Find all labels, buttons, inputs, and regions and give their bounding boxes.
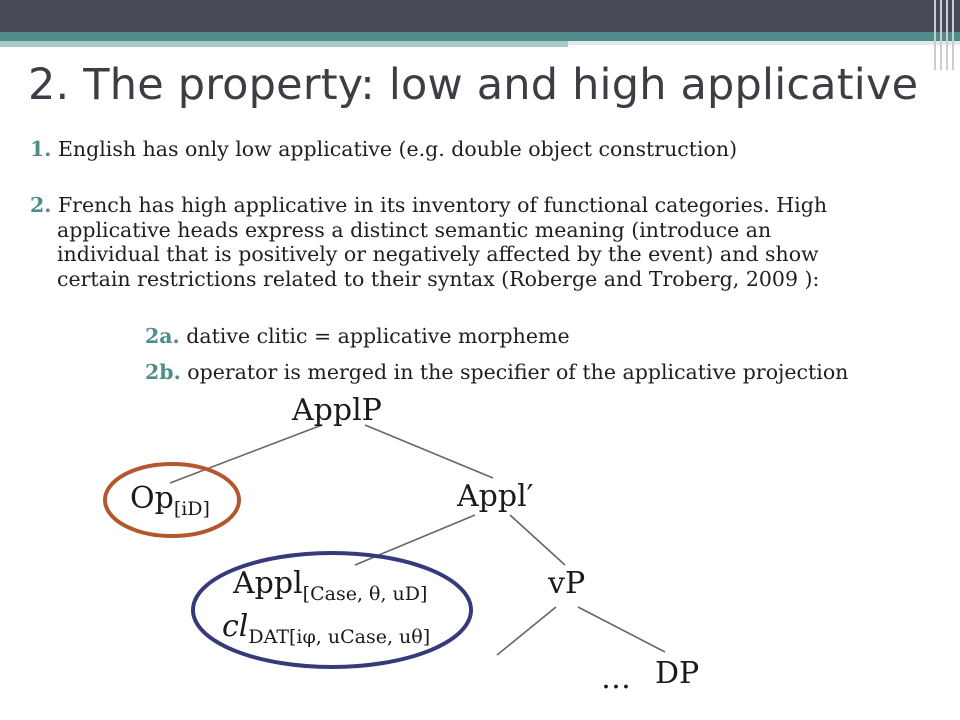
branch-applp-applbar xyxy=(365,425,493,478)
branch-vp-ellipsis xyxy=(497,607,556,655)
sub-point-2a xyxy=(145,324,570,348)
node-appl-head: Appl$_{[Case, \theta, uD]}$ xyxy=(233,566,428,605)
sub-point-2a-text: dative clitic = applicative morpheme xyxy=(186,324,570,348)
point-2-line-2: applicative heads express a distinct semantic meaning (introduce an xyxy=(57,217,772,242)
point-2-line-3: individual that is positively or negatively affected by the event) and show xyxy=(57,242,819,266)
branch-applbar-vp xyxy=(510,515,565,565)
branch-applbar-applhead xyxy=(355,515,475,565)
accent-bar xyxy=(0,32,960,41)
point-2-line-1: French has high applicative in its inventory of functional categories. High xyxy=(57,193,828,217)
syntax-tree xyxy=(0,380,960,720)
sub-point-2a-label: 2a. xyxy=(145,324,180,348)
sub-point-2b-text: operator is merged in the specifier of the applicative projection xyxy=(187,360,849,384)
point-1-number: 1. xyxy=(30,137,52,161)
node-op: $Op_{[iD]}$ xyxy=(130,481,210,520)
point-1-text: English has only low applicative (e.g. double object construction) xyxy=(57,137,738,161)
node-clitic: $cl_{DAT[i\varphi, uCase, u\theta]}$ xyxy=(222,609,431,648)
accent-strip-light xyxy=(568,41,960,45)
accent-strip xyxy=(0,41,568,47)
slide-title: 2. The property: low and high applicative xyxy=(28,60,919,110)
branch-applp-op xyxy=(170,425,322,483)
node-vp: vP xyxy=(548,566,586,601)
node-appl-bar: Appl′ xyxy=(457,479,534,514)
sub-point-2b-label: 2b. xyxy=(145,360,181,384)
node-applp: ApplP xyxy=(292,393,382,428)
node-ellipsis: … xyxy=(601,661,631,696)
point-2 xyxy=(30,193,930,291)
point-2-number: 2. xyxy=(30,193,52,217)
branch-vp-dp xyxy=(578,607,665,652)
decorative-lines xyxy=(930,0,960,70)
node-dp: DP xyxy=(655,656,700,691)
top-bar xyxy=(0,0,960,32)
point-1 xyxy=(30,137,930,162)
point-2-line-4: certain restrictions related to their syntax (Roberge and Troberg, 2009 ): xyxy=(57,266,820,291)
